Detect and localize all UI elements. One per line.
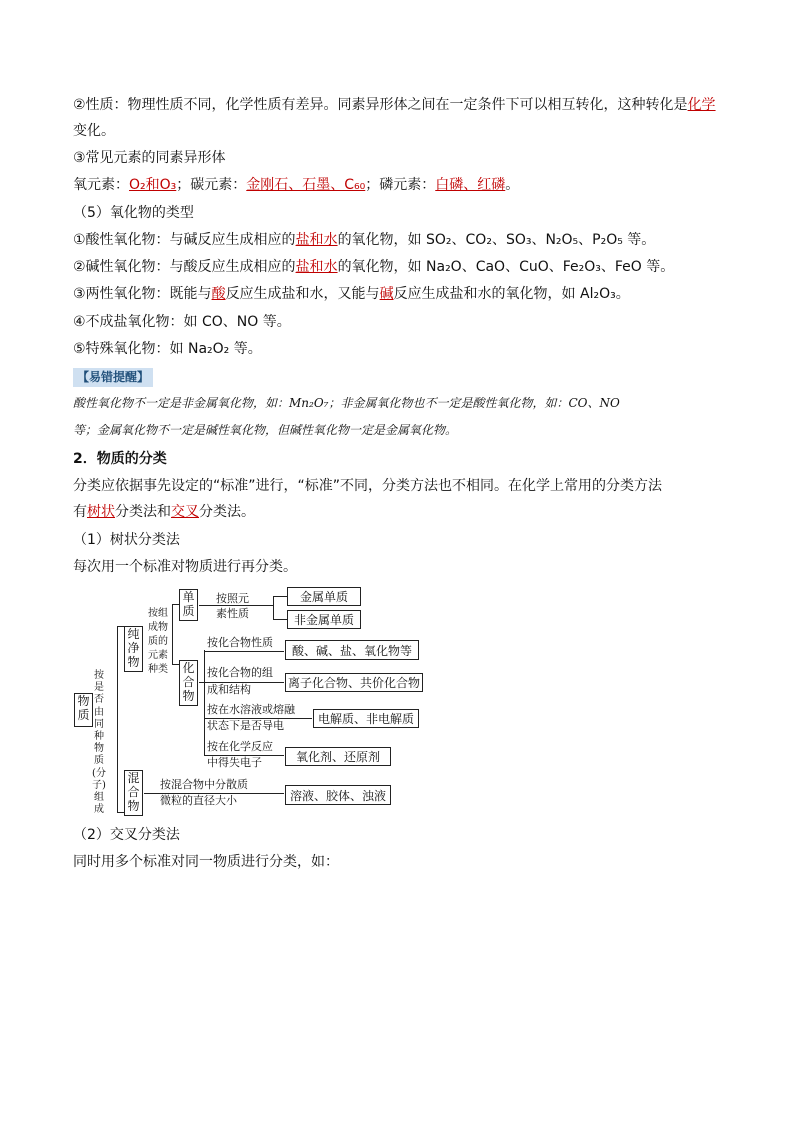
paragraph-basic-oxide: ②碱性氧化物：与酸反应生成相应的盐和水的氧化物，如 Na₂O、CaO、CuO、Fe₂O₃、FeO 等。 — [73, 259, 675, 275]
heading-tree-classification: （1）树状分类法 — [73, 532, 180, 548]
connector — [204, 682, 284, 683]
paragraph-tree-description: 每次用一个标准对物质进行再分类。 — [73, 559, 297, 575]
node-compound: 化合物 — [179, 660, 198, 706]
connector — [273, 619, 287, 620]
paragraph-cross-description: 同时用多个标准对同一物质进行分类，如： — [73, 854, 339, 870]
connector — [117, 626, 118, 812]
connector — [172, 604, 179, 605]
error-tip-line-1: 酸性氧化物不一定是非金属氧化物，如：Mn₂O₇；非金属氧化物也不一定是酸性氧化物，如：CO、NO — [73, 396, 620, 410]
node-matter: 物质 — [74, 693, 93, 727]
criterion-electron-transfer-1: 按在化学反应 — [207, 740, 273, 753]
section-heading-classification: 2．物质的分类 — [73, 451, 167, 467]
criterion-conductivity-1: 按在水溶液或熔融 — [207, 703, 295, 716]
paragraph-allotrope-property: ②性质：物理性质不同，化学性质有差异。同素异形体之间在一定条件下可以相互转化，这种转化是化学 — [73, 97, 716, 113]
criterion-element-nature-1: 按照元 — [216, 592, 249, 605]
connector — [273, 596, 287, 597]
criterion-electron-transfer-2: 中得失电子 — [207, 756, 262, 769]
criterion-composition: 按是否由同种物质(分子)组成 — [92, 670, 106, 816]
paragraph-allotrope-examples: 氧元素：O₂和O₃；碳元素：金刚石、石墨、C₆₀；磷元素：白磷、红磷。 — [73, 177, 520, 193]
criterion-particle-size-1: 按混合物中分散质 — [160, 778, 248, 791]
node-mixture: 混合物 — [124, 770, 143, 816]
heading-cross-classification: （2）交叉分类法 — [73, 827, 180, 843]
criterion-element-nature-2: 素性质 — [216, 607, 249, 620]
result-solution-colloid-suspension: 溶液、胶体、浊液 — [285, 785, 391, 805]
heading-oxide-types: （5）氧化物的类型 — [73, 205, 194, 221]
paragraph-special-oxide: ⑤特殊氧化物：如 Na₂O₂ 等。 — [73, 341, 262, 357]
paragraph-amphoteric-oxide: ③两性氧化物：既能与酸反应生成盐和水，又能与碱反应生成盐和水的氧化物，如 Al₂O₃。 — [73, 286, 630, 302]
node-element: 单质 — [179, 589, 198, 621]
result-electrolyte: 电解质、非电解质 — [313, 709, 419, 728]
connector — [172, 664, 179, 665]
criterion-particle-size-2: 微粒的直径大小 — [160, 794, 237, 807]
result-oxidant-reductant: 氧化剂、还原剂 — [285, 747, 391, 766]
connector — [204, 650, 205, 756]
paragraph-acidic-oxide: ①酸性氧化物：与碱反应生成相应的盐和水的氧化物，如 SO₂、CO₂、SO₃、N₂O₅、P₂O₅ 等。 — [73, 232, 656, 248]
criterion-compound-property: 按化合物性质 — [207, 636, 273, 649]
node-pure-substance: 纯净物 — [124, 626, 143, 672]
criterion-element-kind: 按组成物质的元素种类 — [148, 608, 168, 675]
paragraph-classification-intro: 分类应依据事先设定的“标准”进行，“标准”不同，分类方法也不相同。在化学上常用的分类方法 — [73, 478, 663, 494]
connector — [199, 605, 273, 606]
connector — [204, 755, 284, 756]
result-acid-base-salt-oxide: 酸、碱、盐、氧化物等 — [285, 640, 419, 660]
error-tip-label: 【易错提醒】 — [73, 368, 153, 387]
error-tip-line-2: 等；金属氧化物不一定是碱性氧化物，但碱性氧化物一定是金属氧化物。 — [73, 423, 458, 437]
connector — [144, 793, 284, 794]
connector — [204, 651, 284, 652]
result-ionic-covalent-compound: 离子化合物、共价化合物 — [285, 673, 423, 692]
connector — [273, 596, 274, 619]
criterion-composition-structure-1: 按化合物的组 — [207, 666, 273, 679]
criterion-composition-structure-2: 成和结构 — [207, 683, 251, 696]
result-metal-element: 金属单质 — [287, 587, 361, 606]
connector — [204, 718, 312, 719]
connector — [172, 604, 173, 664]
paragraph-classification-methods: 有树状分类法和交叉分类法。 — [73, 504, 255, 520]
criterion-conductivity-2: 状态下是否导电 — [207, 719, 284, 732]
paragraph-continued: 变化。 — [73, 123, 115, 139]
result-nonmetal-element: 非金属单质 — [287, 610, 361, 629]
paragraph-non-salt-oxide: ④不成盐氧化物：如 CO、NO 等。 — [73, 314, 291, 330]
paragraph-common-allotropes: ③常见元素的同素异形体 — [73, 150, 226, 166]
